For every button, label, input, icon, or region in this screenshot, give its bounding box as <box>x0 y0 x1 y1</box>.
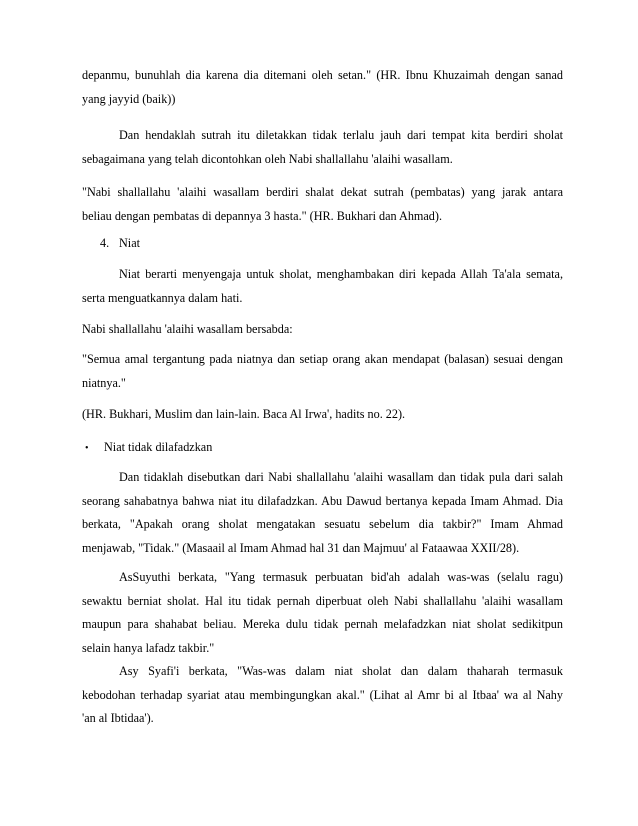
text-line: sewaktu berniat sholat. Hal itu tidak pernah diperbuat oleh Nabi shallallahu 'alaihi wasallam <box>82 593 563 608</box>
paragraph-citation <box>82 403 563 427</box>
text-line: kebodohan terhadap syariat atau membingungkan akal." (Lihat al Amr bi al Itbaa' wa al Nahy <box>82 687 563 702</box>
text-line: beliau dengan pembatas di depannya 3 hasta." (HR. Bukhari dan Ahmad). <box>82 208 443 223</box>
paragraph-assuyuthi <box>82 566 563 660</box>
text-line: AsSuyuthi berkata, "Yang termasuk perbuatan bid'ah adalah was-was (selalu ragu) <box>119 570 563 584</box>
paragraph-sabda <box>82 318 563 342</box>
text-line: yang jayyid (baik)) <box>82 91 176 106</box>
text-line: Dan hendaklah sutrah itu diletakkan tidak terlalu jauh dari tempat kita berdiri sholat <box>119 128 563 142</box>
text-line: 'an al Ibtidaa'). <box>82 711 154 726</box>
bullet-icon: • <box>85 443 89 454</box>
paragraph-niat-definition <box>82 263 563 310</box>
bullet-label: Niat tidak dilafadzkan <box>104 440 213 454</box>
text-line: selain hanya lafadz takbir." <box>82 640 215 655</box>
text-line: maupun para shahabat beliau. Mereka dulu tidak pernah melafadzkan niat sholat sedikitpun <box>82 617 563 632</box>
text-line: Nabi shallallahu 'alaihi wasallam bersabda: <box>82 322 293 336</box>
text-line: "Semua amal tergantung pada niatnya dan setiap orang akan mendapat (balasan) sesuai dengan <box>82 352 563 366</box>
text-line: berkata, "Apakah orang sholat mengatakan sesuatu sebelum dia takbir?" Imam Ahmad <box>82 517 563 532</box>
text-line: depanmu, bunuhlah dia karena dia ditemani oleh setan." (HR. Ibnu Khuzaimah dengan sanad <box>82 68 563 82</box>
paragraph-hadith-sutrah <box>82 181 563 228</box>
bullet-item-niat-tidak-dilafadzkan <box>85 436 212 461</box>
list-label: Niat <box>119 236 140 250</box>
paragraph-hadith-niat <box>82 348 563 395</box>
text-line: Dan tidaklah disebutkan dari Nabi shallallahu 'alaihi wasallam dan tidak pula dari salah <box>119 470 563 484</box>
text-line: sebagaimana yang telah dicontohkan oleh Nabi shallallahu 'alaihi wasallam. <box>82 151 453 166</box>
paragraph-sutrah-placement <box>82 124 563 171</box>
paragraph-asy-syafii <box>82 660 563 731</box>
list-item-niat <box>100 232 140 256</box>
text-line: Asy Syafi'i berkata, "Was-was dalam niat sholat dan dalam thaharah termasuk <box>119 664 563 678</box>
text-line: menjawab, "Tidak." (Masaail al Imam Ahmad hal 31 dan Majmuu' al Fataawaa XXII/28). <box>82 540 520 555</box>
list-number: 4. <box>100 236 110 250</box>
text-line: Niat berarti menyengaja untuk sholat, menghambakan diri kepada Allah Ta'ala semata, <box>119 267 563 281</box>
text-line: serta menguatkannya dalam hati. <box>82 290 243 305</box>
text-line: (HR. Bukhari, Muslim dan lain-lain. Baca Al Irwa', hadits no. 22). <box>82 407 406 421</box>
paragraph-imam-ahmad <box>82 466 563 560</box>
text-line: "Nabi shallallahu 'alaihi wasallam berdiri shalat dekat sutrah (pembatas) yang jarak antara <box>82 185 563 199</box>
paragraph-continuation <box>82 64 563 111</box>
text-line: niatnya." <box>82 375 126 390</box>
text-line: seorang sahabatnya bahwa niat itu dilafadzkan. Abu Dawud bertanya kepada Imam Ahmad. Dia <box>82 493 563 508</box>
